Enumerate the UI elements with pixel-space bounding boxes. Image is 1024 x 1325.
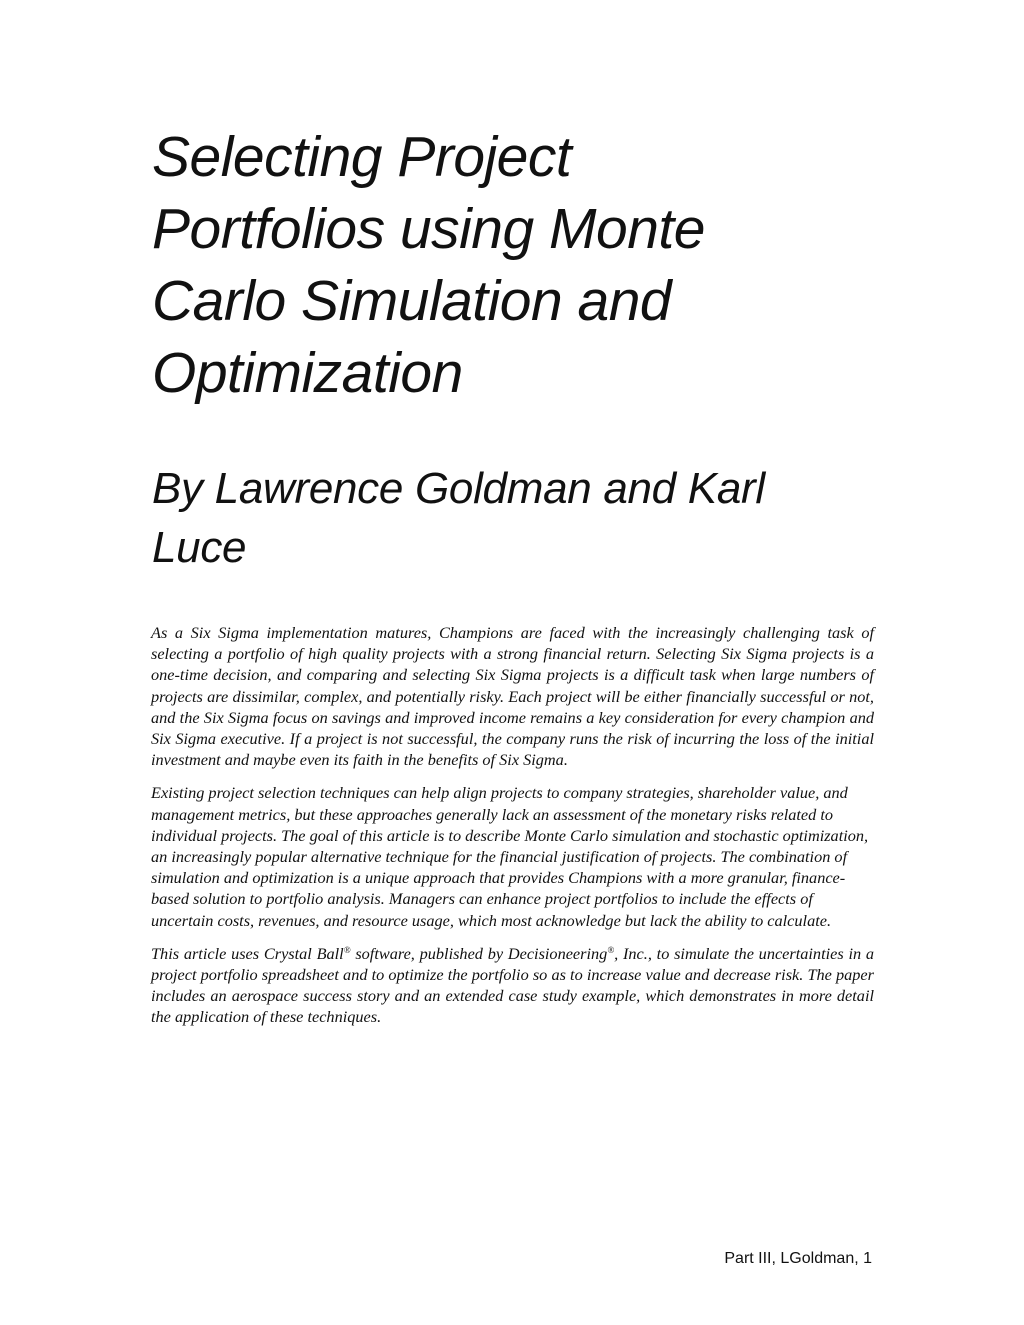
title-line: Selecting Project: [152, 125, 572, 189]
document-title: [152, 121, 872, 409]
abstract-body: [151, 622, 874, 1040]
registered-mark: ®: [343, 944, 351, 955]
registered-mark: ®: [607, 944, 615, 955]
paragraph-text: software, published by Decisioneering: [350, 943, 608, 963]
byline-line: By Lawrence Goldman and Karl: [152, 464, 765, 513]
page-footer: Part III, LGoldman, 1: [724, 1250, 872, 1267]
abstract-paragraph-2: Existing project selection techniques can help align projects to company strategies, shareholder value, and management metrics, but these approaches generally lack an assessment of the monetary risks related to individual projects. The goal of this article is to describe Monte Carlo simulation and stochastic optimization, an increasingly popular alternative technique for the financial justification of projects. The combination of simulation and optimization is a unique approach that provides Champions with a more granular, finance-based solution to portfolio analysis. Managers can enhance project portfolios to include the effects of uncertain costs, revenues, and resource usage, which most acknowledge but lack the ability to calculate.: [151, 783, 869, 930]
title-line: Optimization: [152, 341, 463, 405]
paragraph-text: This article uses Crystal Ball: [151, 943, 344, 963]
paragraph-text: , Inc., to simulate the uncertainties in a project portfolio spreadsheet and to optimize the portfolio so as to increase value and decrease risk. The paper includes an aerospace success story and an extended case study example, which demonstrates in more detail the application of these techniques.: [151, 943, 875, 1027]
title-line: Portfolios using Monte: [152, 197, 705, 261]
abstract-paragraph-1: As a Six Sigma implementation matures, Champions are faced with the increasingly challenging task of selecting a portfolio of high quality projects with a strong financial return. Selecting Six Sigma projects is a one-time decision, and comparing and selecting Six Sigma projects is a difficult task when large numbers of projects are dissimilar, complex, and potentially risky. Each project will be either financially successful or not, and the Six Sigma focus on savings and improved income remains a key consideration for every champion and Six Sigma executive. If a project is not successful, the company runs the risk of incurring the loss of the initial investment and maybe even its faith in the benefits of Six Sigma.: [151, 623, 874, 770]
author-byline: [152, 459, 872, 577]
abstract-paragraph-3: [151, 943, 874, 1028]
title-line: Carlo Simulation and: [152, 269, 672, 333]
byline-line: Luce: [152, 523, 247, 572]
